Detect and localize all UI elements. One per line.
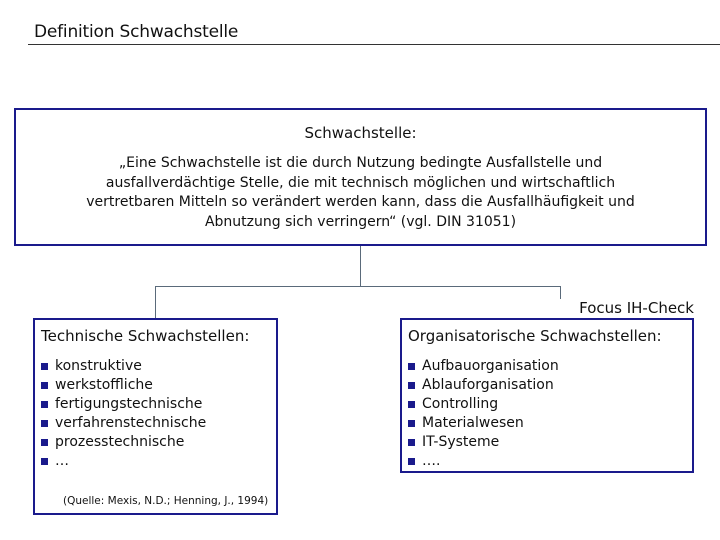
bullet-icon [41, 458, 48, 465]
connector-right-drop [560, 286, 561, 299]
list-item-label: konstruktive [55, 358, 142, 374]
organizational-list [408, 357, 559, 471]
technical-header: Technische Schwachstellen: [41, 327, 250, 345]
bullet-icon [408, 420, 415, 427]
definition-line: „Eine Schwachstelle ist die durch Nutzung bedingte Ausfallstelle und [118, 155, 603, 171]
bullet-icon [408, 401, 415, 408]
list-item-label: fertigungstechnische [55, 396, 203, 412]
bullet-icon [41, 382, 48, 389]
list-item-label: Controlling [422, 396, 499, 412]
bullet-icon [41, 420, 48, 427]
bullet-icon [408, 439, 415, 446]
list-item [408, 357, 559, 376]
list-item-label: prozesstechnische [55, 434, 185, 450]
organizational-weakness-box [400, 318, 694, 473]
list-item [41, 414, 206, 433]
definition-line: vertretbaren Mitteln so verändert werden kann, dass die Ausfallhäufigkeit und [86, 194, 635, 210]
bullet-icon [408, 363, 415, 370]
page-title: Definition Schwachstelle [34, 22, 239, 42]
bullet-icon [41, 401, 48, 408]
list-item [408, 395, 559, 414]
bullet-icon [408, 382, 415, 389]
connector-left-drop [155, 286, 156, 318]
list-item-label: … [55, 453, 69, 469]
focus-label: Focus IH-Check [579, 299, 694, 317]
definition-text [46, 154, 675, 232]
list-item [41, 433, 206, 452]
list-item [408, 414, 559, 433]
definition-line: Abnutzung sich verringern“ (vgl. DIN 31051) [204, 213, 517, 230]
list-item [408, 433, 559, 452]
list-item [41, 395, 206, 414]
list-item-label: Aufbauorganisation [422, 358, 559, 374]
list-item-label: IT-Systeme [422, 434, 500, 450]
list-item [408, 376, 559, 395]
definition-box [14, 108, 707, 246]
technical-weakness-box [33, 318, 278, 515]
source-citation: (Quelle: Mexis, N.D.; Henning, J., 1994) [63, 495, 269, 507]
organizational-header: Organisatorische Schwachstellen: [408, 327, 662, 345]
list-item-label: …. [422, 453, 441, 469]
bullet-icon [41, 363, 48, 370]
list-item-label: Ablauforganisation [422, 377, 554, 393]
list-item-label: verfahrenstechnische [55, 415, 207, 431]
list-item [41, 376, 206, 395]
definition-heading: Schwachstelle: [304, 124, 417, 142]
bullet-icon [41, 439, 48, 446]
list-item [41, 357, 206, 376]
technical-list [41, 357, 206, 471]
title-divider [28, 44, 720, 45]
list-item-label: Materialwesen [422, 415, 524, 431]
connector-horizontal [155, 286, 561, 287]
list-item-label: werkstoffliche [55, 377, 153, 393]
connector-vertical-top [360, 246, 361, 286]
list-item [408, 452, 559, 471]
bullet-icon [408, 458, 415, 465]
list-item [41, 452, 206, 471]
definition-line: ausfallverdächtige Stelle, die mit technisch möglichen und wirtschaftlich [105, 174, 616, 191]
